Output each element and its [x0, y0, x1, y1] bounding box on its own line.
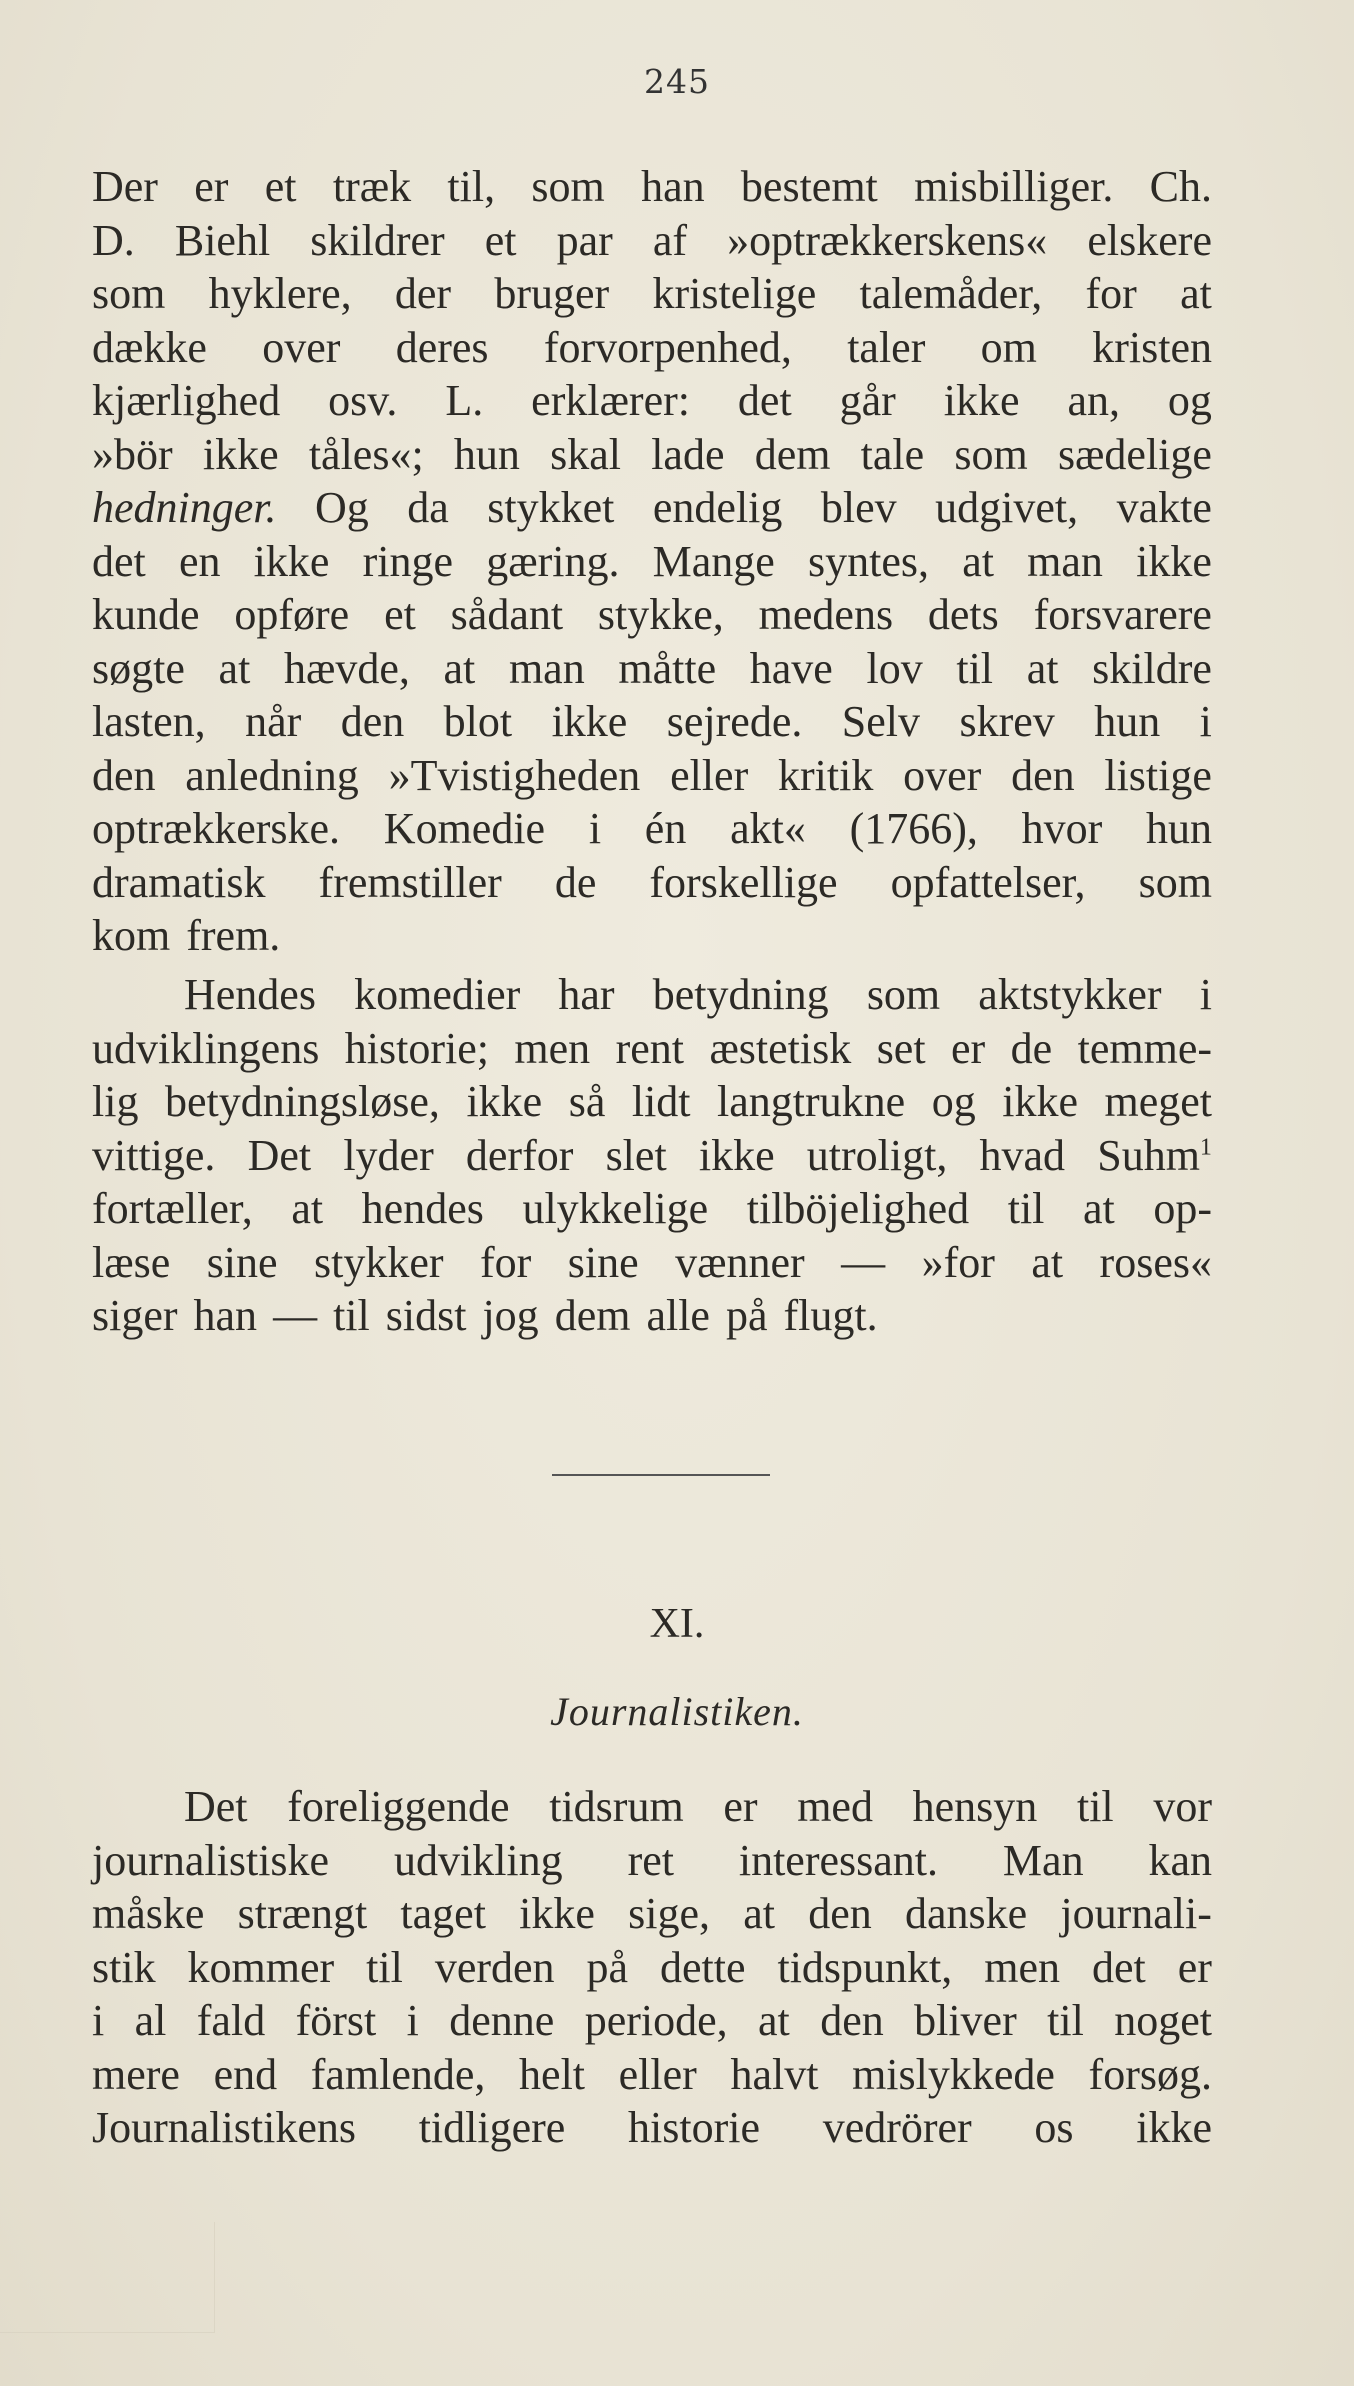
word: betydning — [652, 970, 829, 1019]
word: det — [1091, 1942, 1146, 1992]
text-line — [92, 1834, 1212, 1888]
word: Ch. — [1149, 162, 1212, 211]
word: hun — [453, 429, 520, 479]
word: måske — [92, 1889, 205, 1938]
word: at — [1180, 269, 1212, 318]
word: at — [743, 1889, 776, 1938]
text-line — [92, 1887, 1212, 1941]
word: æstetisk — [709, 1023, 852, 1073]
word: lade — [651, 429, 725, 479]
word: hensyn — [912, 1782, 1038, 1831]
word: fortæller, — [92, 1184, 253, 1233]
text-line — [92, 1075, 1212, 1129]
word: al — [134, 1996, 167, 2045]
word: skildre — [1092, 643, 1212, 693]
word: elskere — [1087, 215, 1212, 265]
word: til — [1047, 1996, 1084, 2045]
word: blev — [820, 483, 897, 532]
word: hedninger. — [92, 483, 277, 532]
word: opføre — [234, 590, 350, 639]
word: at — [962, 536, 994, 586]
word: taget — [400, 1889, 486, 1938]
word: at — [218, 643, 251, 693]
word: foreliggende — [287, 1782, 510, 1831]
word: Mange — [652, 536, 775, 586]
word: på — [586, 1942, 629, 1992]
word: »bör — [92, 429, 173, 479]
text-line — [92, 1129, 1212, 1183]
text-line — [92, 214, 1212, 268]
word: utroligt, — [806, 1130, 948, 1180]
word: vænner — [675, 1237, 805, 1287]
word: sine — [206, 1237, 278, 1287]
word: an, — [1067, 376, 1120, 425]
word: i — [406, 1996, 419, 2045]
word: medens — [758, 590, 894, 639]
word: hyklere, — [208, 269, 352, 318]
word: er — [723, 1782, 758, 1831]
word: vittige. — [92, 1130, 216, 1180]
word: i — [588, 804, 602, 853]
word: udvikling — [393, 1835, 563, 1885]
word: Man — [1002, 1835, 1084, 1885]
text-line — [92, 428, 1212, 482]
word: for — [480, 1237, 532, 1287]
word: os — [1034, 2103, 1074, 2152]
word: lig — [92, 1077, 139, 1126]
word: er — [1177, 1942, 1212, 1992]
word: Hendes — [184, 970, 316, 1019]
word: ulykkelige — [522, 1184, 709, 1233]
text-line — [92, 749, 1212, 803]
word: kjærlighed — [92, 376, 281, 425]
word: det — [92, 536, 146, 586]
word: han — [641, 162, 705, 211]
word: L. — [445, 376, 484, 425]
word: dramatisk — [92, 857, 266, 907]
word: Komedie — [383, 804, 546, 853]
word: stykke, — [597, 590, 724, 639]
text-line — [92, 968, 1212, 1022]
text-line — [92, 856, 1212, 910]
word: ikke — [551, 697, 628, 746]
paragraph-1 — [92, 160, 1212, 963]
word: skildrer — [310, 215, 445, 265]
word: lasten, — [92, 697, 206, 746]
word: af — [652, 215, 688, 265]
word: en — [178, 536, 221, 586]
word: et — [264, 162, 297, 211]
word: »Tvistigheden — [388, 750, 641, 800]
word: dem — [754, 429, 831, 479]
word: at — [443, 643, 476, 693]
word: i — [92, 1996, 105, 2045]
word: at — [1031, 1237, 1064, 1287]
word: men — [514, 1023, 591, 1073]
word: træk — [332, 162, 412, 211]
word: noget — [1114, 1996, 1212, 2045]
word: stykket — [487, 483, 615, 532]
word: én — [644, 804, 687, 853]
word: mislykkede — [852, 2049, 1055, 2099]
word: Suhm$^1$ — [1097, 1130, 1212, 1180]
word: temme- — [1077, 1023, 1212, 1073]
word: derfor — [465, 1130, 574, 1180]
word: forsøg. — [1088, 2049, 1212, 2099]
word: tidligere — [418, 2103, 566, 2152]
word: journali- — [1060, 1889, 1212, 1938]
chapter-title: Journalistiken. — [550, 1689, 804, 1734]
word: ikke — [202, 429, 279, 479]
word: ikke — [698, 1130, 775, 1180]
word: til — [333, 1291, 370, 1340]
text-line — [92, 1289, 1212, 1343]
word: komedier — [354, 970, 521, 1019]
word: have — [749, 643, 833, 693]
word: dem — [554, 1291, 631, 1340]
word: til, — [447, 162, 496, 211]
word: danske — [904, 1889, 1028, 1938]
word: aktstykker — [978, 970, 1162, 1019]
word: at — [291, 1184, 324, 1233]
word: (1766), — [849, 804, 978, 853]
word: med — [797, 1782, 873, 1831]
word: sine — [567, 1237, 639, 1287]
word: hendes — [361, 1184, 484, 1233]
word: erklærer: — [531, 376, 690, 425]
word: men — [984, 1942, 1061, 1992]
word: meget — [1104, 1077, 1212, 1126]
word: opfattelser, — [890, 857, 1086, 907]
word: verden — [434, 1942, 555, 1992]
word: par — [556, 215, 613, 265]
text-line — [92, 2101, 1212, 2155]
word: de — [554, 857, 597, 907]
word: vakte — [1116, 483, 1212, 532]
word: sige, — [628, 1889, 711, 1938]
word: der — [394, 269, 452, 318]
word: som — [954, 429, 1028, 479]
word: D. — [92, 215, 135, 265]
word: er — [951, 1023, 986, 1073]
word: eller — [618, 2049, 697, 2099]
chapter-number: XI. — [649, 1601, 705, 1647]
word: endelig — [652, 483, 783, 532]
word: kan — [1148, 1835, 1212, 1885]
word: deres — [395, 322, 489, 372]
word: skrev — [959, 697, 1055, 746]
word: over — [262, 322, 341, 372]
word: ringe — [362, 536, 454, 586]
text-line — [92, 1941, 1212, 1995]
text-line — [92, 267, 1212, 321]
word: dets — [927, 590, 999, 639]
word: og — [931, 1077, 976, 1126]
word: tilböjelighed — [746, 1184, 970, 1233]
word: måtte — [618, 643, 717, 693]
word: over — [903, 750, 982, 800]
word: sejrede. — [666, 697, 803, 746]
word: det — [737, 376, 792, 425]
word: kom — [92, 911, 171, 960]
word: tale — [860, 429, 925, 479]
word: ikke — [943, 376, 1020, 425]
word: journalistiske — [92, 1835, 330, 1885]
word: set — [876, 1023, 926, 1073]
word: Det — [184, 1782, 248, 1831]
word: hun — [1146, 804, 1212, 853]
word: eller — [670, 750, 749, 800]
word: ikke — [466, 1077, 543, 1126]
word: siger — [92, 1291, 178, 1340]
word: ret — [627, 1835, 674, 1885]
word: betydningsløse, — [164, 1077, 440, 1126]
word: bliver — [914, 1996, 1017, 2045]
word: Biehl — [174, 215, 271, 265]
word: tidsrum — [549, 1782, 684, 1831]
word: når — [245, 697, 302, 746]
word: og — [1167, 376, 1212, 425]
word: först — [295, 1996, 377, 2045]
word: hævde, — [283, 643, 410, 693]
word: at — [1026, 643, 1059, 693]
word: famlende, — [310, 2049, 486, 2099]
word: jog — [482, 1291, 539, 1340]
word: osv. — [328, 376, 398, 425]
word: kunde — [92, 590, 200, 639]
text-line — [92, 909, 1212, 963]
word: ikke — [1136, 2103, 1212, 2152]
word: har — [558, 970, 615, 1019]
text-line — [92, 695, 1212, 749]
word: lov — [866, 643, 923, 693]
word: et — [384, 590, 416, 639]
word: flugt. — [783, 1291, 878, 1340]
word: om — [980, 322, 1037, 372]
word: denne — [449, 1996, 555, 2045]
word: han — [193, 1291, 258, 1340]
section-divider — [552, 1474, 770, 1476]
word: taler — [847, 322, 926, 372]
word: som — [92, 269, 166, 318]
word: kritik — [778, 750, 874, 800]
word: til — [956, 643, 994, 693]
word: lyder — [343, 1130, 434, 1180]
word: »for — [921, 1237, 995, 1287]
library-stamp-mark — [0, 2222, 215, 2333]
word: skal — [550, 429, 621, 479]
word: end — [213, 2049, 278, 2099]
text-line — [92, 1236, 1212, 1290]
word: periode, — [584, 1996, 728, 2045]
word: vor — [1153, 1782, 1212, 1831]
word: Det — [247, 1130, 312, 1180]
text-line — [92, 1182, 1212, 1236]
text-line — [92, 642, 1212, 696]
word: historie — [628, 2103, 760, 2152]
word: listige — [1104, 750, 1212, 800]
word: udviklingens — [92, 1023, 320, 1073]
word: kommer — [187, 1942, 335, 1992]
word: for — [1085, 269, 1137, 318]
word: den — [820, 1996, 884, 2045]
word: fald — [196, 1996, 266, 2045]
word: tidspunkt, — [777, 1942, 953, 1992]
text-line — [92, 1994, 1212, 2048]
word: sådant — [450, 590, 564, 639]
word: at — [1083, 1184, 1115, 1233]
word: den — [340, 697, 405, 746]
page-number: 245 — [644, 62, 710, 101]
text-line — [92, 1780, 1212, 1834]
word: dette — [660, 1942, 746, 1992]
word: hvor — [1021, 804, 1103, 853]
word: alle — [646, 1291, 710, 1340]
word: Selv — [841, 697, 921, 746]
word: dække — [92, 322, 207, 372]
word: syntes, — [808, 536, 930, 586]
word: hvad — [979, 1130, 1066, 1180]
word: er — [194, 162, 229, 211]
word: de — [1010, 1023, 1053, 1073]
word: kristen — [1092, 322, 1212, 372]
word: frem. — [186, 911, 281, 960]
word: tåles«; — [308, 429, 424, 479]
word: »optrækkerskens« — [727, 215, 1048, 265]
word: til — [1076, 1782, 1114, 1831]
word: til — [1007, 1184, 1045, 1233]
word: et — [484, 215, 517, 265]
word: misbilliger. — [914, 162, 1114, 211]
word: roses« — [1099, 1237, 1212, 1287]
word: — — [273, 1291, 318, 1340]
word: mere — [92, 2049, 180, 2099]
word: bestemt — [740, 162, 878, 211]
word: kristelige — [652, 269, 817, 318]
word: Og — [315, 483, 369, 532]
word: man — [1027, 536, 1103, 586]
footnote-marker: 1 — [1199, 1133, 1212, 1160]
word: som — [1138, 857, 1212, 907]
text-line — [92, 160, 1212, 214]
word: fremstiller — [318, 857, 502, 907]
paragraph-2 — [92, 968, 1212, 1343]
word: den — [808, 1889, 872, 1938]
word: ikke — [253, 536, 330, 586]
word: op- — [1153, 1184, 1212, 1233]
word: lidt — [631, 1077, 691, 1126]
word: hun — [1094, 697, 1161, 746]
word: bruger — [494, 269, 610, 318]
word: Der — [92, 162, 158, 211]
word: talemåder, — [859, 269, 1043, 318]
text-line — [92, 588, 1212, 642]
word: læse — [92, 1237, 171, 1287]
text-line — [92, 1022, 1212, 1076]
word: blot — [443, 697, 513, 746]
word: rent — [615, 1023, 685, 1073]
word: stykker — [314, 1237, 444, 1287]
word: sidst — [385, 1291, 467, 1340]
word: — — [841, 1237, 886, 1287]
word: akt« — [730, 804, 806, 853]
text-line — [92, 802, 1212, 856]
word: helt — [519, 2049, 586, 2099]
word: i — [1199, 970, 1212, 1019]
word: Journalistikens — [92, 2103, 356, 2152]
word: så — [568, 1077, 606, 1126]
word: da — [407, 483, 449, 532]
text-line — [92, 374, 1212, 428]
word: som — [866, 970, 941, 1019]
word: historie; — [344, 1023, 489, 1073]
word: på — [725, 1291, 768, 1340]
text-line — [92, 481, 1212, 535]
text-line — [92, 2048, 1212, 2102]
text-line — [92, 321, 1212, 375]
word: anledning — [185, 750, 359, 800]
word: stik — [92, 1942, 156, 1992]
word: halvt — [730, 2049, 819, 2099]
word: forskellige — [649, 857, 838, 907]
word: ikke — [1002, 1077, 1078, 1126]
word: i — [1199, 697, 1212, 746]
word: langtrukne — [717, 1077, 906, 1126]
word: går — [839, 376, 896, 425]
word: forvorpenhed, — [543, 322, 792, 372]
word: forsvarere — [1033, 590, 1212, 639]
word: interessant. — [738, 1835, 939, 1885]
word: man — [508, 643, 585, 693]
word: slet — [605, 1130, 667, 1180]
word: strængt — [237, 1889, 368, 1938]
word: til — [366, 1942, 403, 1992]
word: den — [1011, 750, 1075, 800]
word: sædelige — [1057, 429, 1212, 479]
text-line — [92, 535, 1212, 589]
word: søgte — [92, 643, 185, 693]
word: ikke — [1136, 536, 1212, 586]
word: vedrörer — [822, 2103, 972, 2152]
word: udgivet, — [935, 483, 1079, 532]
word: som — [531, 162, 605, 211]
word: ikke — [519, 1889, 595, 1938]
word: optrækkerske. — [92, 804, 341, 853]
word: at — [758, 1996, 790, 2045]
word: gæring. — [486, 536, 620, 586]
paragraph-3 — [92, 1780, 1212, 2155]
word: den — [92, 750, 156, 800]
